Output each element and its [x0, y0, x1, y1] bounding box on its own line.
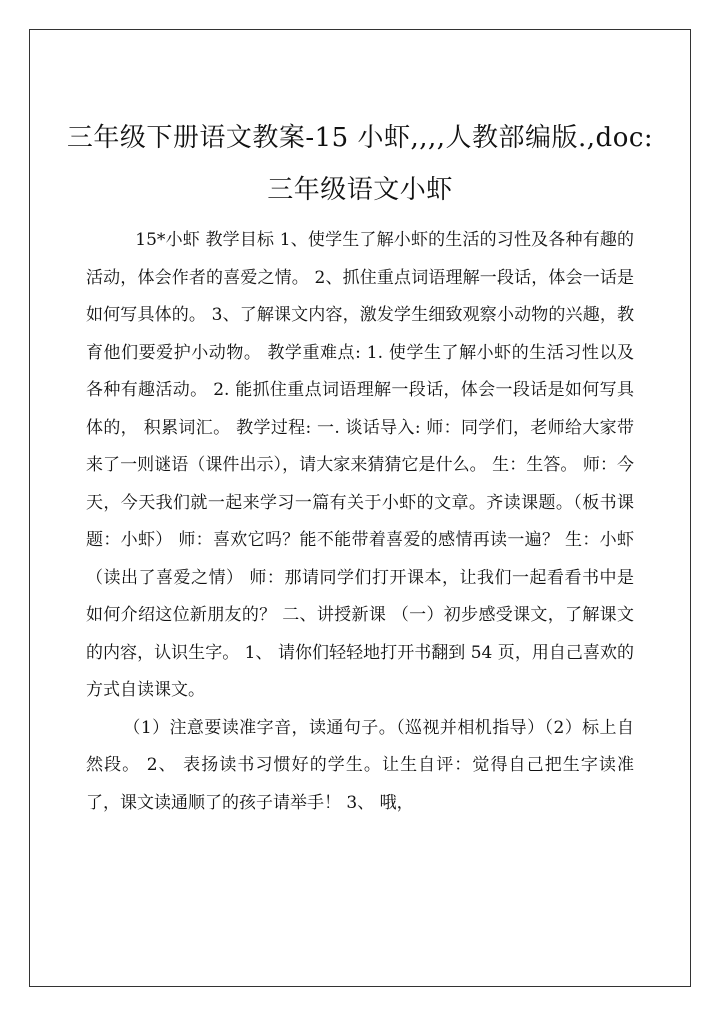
- paragraph-2: （1）注意要读准字音，读通句子。（巡视并相机指导）（2）标上自然段。 2、 表扬读书习惯好的学生。让生自评：觉得自己把生字读准了，课文读通顺了的孩子请举手！ 3、 哦，: [86, 717, 634, 813]
- document-title: 三年级下册语文教案-15 小虾,,,,人教部编版.,doc:三年级语文小虾: [66, 123, 654, 205]
- paragraph-1: 15*小虾 教学目标 1、使学生了解小虾的生活的习性及各种有趣的活动，体会作者的喜爱之情。 2、抓住重点词语理解一段话，体会一话是如何写具体的。 3、了解课文内容，激发学生细致观察小动物的兴趣，教育他们要爱护小动物。 教学重难点: 1. 使学生了解小虾的生活习性以及各种有趣活动。 2. 能抓住重点词语理解一段话，体会一段话是如何写具体的， 积累词汇。 教学过程: 一. 谈话导入: 师：同学们，老师给大家带来了一则谜语（课件出示），请大家来猜猜它是什么。 生：生答。 师：今天，今天我们就一起来学习一篇有关于小虾的文章。齐读课题。（板书课题：小虾） 师：喜欢它吗？能不能带着喜爱的感情再读一遍？ 生：小虾（读出了喜爱之情） 师：那请同学们打开课本，让我们一起看看书中是如何介绍这位新朋友的？ 二、讲授新课 （一）初步感受课文，了解课文的内容，认识生字。 1、 请你们轻轻地打开书翻到 54 页，用自己喜欢的方式自读课文。: [86, 230, 634, 700]
- document-body: [86, 222, 634, 822]
